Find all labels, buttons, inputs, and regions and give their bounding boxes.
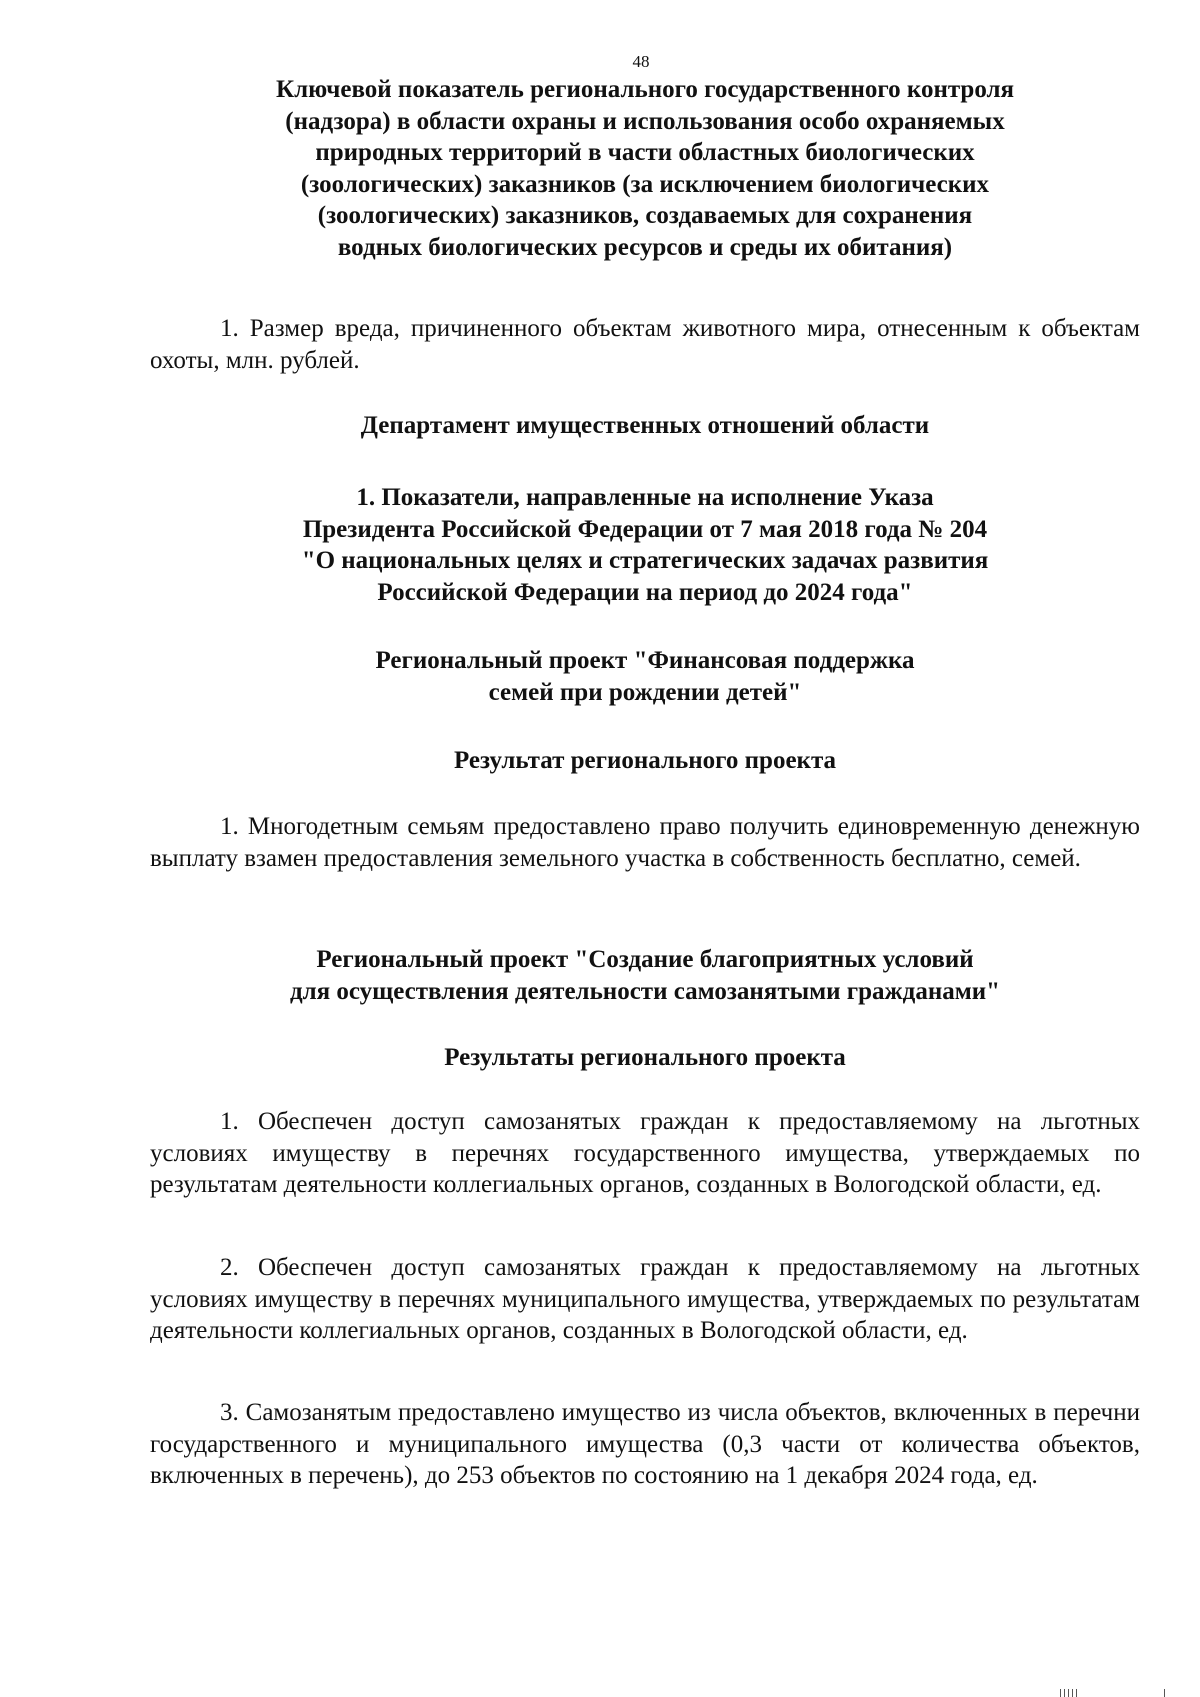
heading-line: семей при рождении детей": [488, 678, 802, 706]
heading-line: (зоологических) заказников, создаваемых для сохранения: [317, 202, 973, 229]
heading-department: [150, 410, 1140, 442]
heading-line: (надзора) в области охраны и использования особо охраняемых: [285, 107, 1005, 135]
heading-line: Результаты регионального проекта: [444, 1044, 846, 1071]
heading-line: Ключевой показатель регионального государственного контроля: [275, 76, 1015, 103]
paragraph-harm: 1. Размер вреда, причиненного объектам животного мира, отнесенным к объектам охоты, млн. рублей.: [150, 315, 1140, 374]
result-item-2: 2. Обеспечен доступ самозанятых граждан к предоставляемому на льготных условиях имуществу в перечнях муниципального имущества, утверждаемых по результатам деятельности коллегиальных органов, созданных в Вологодской области, ед.: [150, 1254, 1140, 1344]
paragraph-large-families: 1. Многодетным семьям предоставлено право получить единовременную денежную выплату взамен предоставления земельного участка в собственность бесплатно, семей.: [150, 813, 1140, 872]
scan-artifact-marks: [1060, 1689, 1180, 1697]
heading-line: для осуществления деятельности самозанятыми гражданами": [289, 977, 1001, 1005]
heading-line: природных территорий в части областных биологических: [315, 139, 975, 166]
result-item-1: 1. Обеспечен доступ самозанятых граждан к предоставляемому на льготных условиях имуществу в перечнях государственного имущества, утверждаемых по результатам деятельности коллегиальных органов, созданных в Вологодской области, ед.: [150, 1108, 1140, 1198]
heading-line: водных биологических ресурсов и среды их обитания): [337, 233, 953, 261]
heading-line: 1. Показатели, направленные на исполнение Указа: [356, 484, 934, 511]
result-item-3: 3. Самозанятым предоставлено имущество из числа объектов, включенных в перечни государственного и муниципального имущества (0,3 части от количества объектов, включенных в перечень), до 253 объектов по состоянию на 1 декабря 2024 года, ед.: [150, 1399, 1140, 1489]
heading-line: (зоологических) заказников (за исключением биологических: [300, 170, 990, 198]
heading-result: [150, 745, 1140, 777]
heading-line: Региональный проект "Финансовая поддержка: [375, 647, 915, 674]
heading-line: "О национальных целях и стратегических задачах развития: [301, 547, 989, 574]
page-number: 48: [632, 52, 650, 71]
heading-line: Региональный проект "Создание благоприятных условий: [316, 946, 974, 973]
heading-line: Российской Федерации на период до 2024 года": [377, 578, 913, 606]
heading-key-indicator: [150, 74, 1140, 263]
heading-line: Президента Российской Федерации от 7 мая 2018 года № 204: [302, 515, 988, 543]
heading-project-selfemployed: [150, 944, 1140, 1007]
heading-line: Результат регионального проекта: [453, 747, 837, 774]
heading-project-family: [150, 645, 1140, 708]
heading-line: Департамент имущественных отношений области: [360, 412, 930, 439]
heading-results: [150, 1042, 1140, 1074]
heading-decree: [150, 482, 1140, 608]
